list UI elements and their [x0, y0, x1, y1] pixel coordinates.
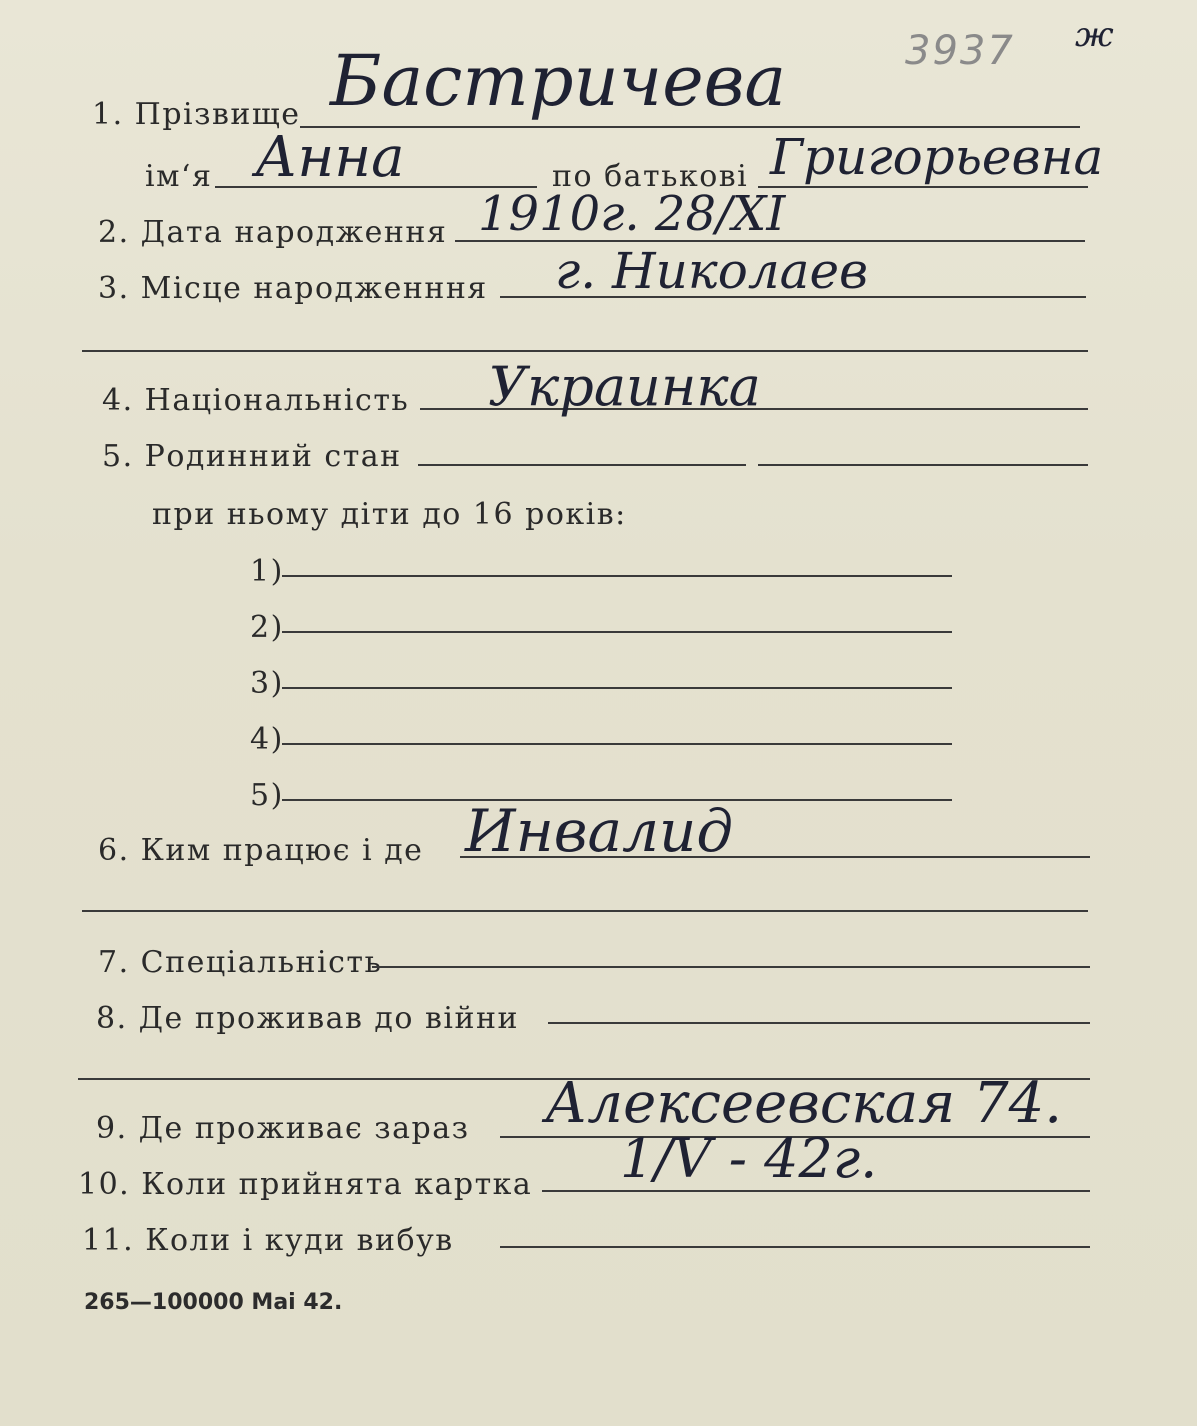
birthplace-value: г. Николаев	[555, 242, 869, 300]
work-value: Инвалид	[465, 797, 734, 865]
specialty-label: 7. Спеціальність	[98, 945, 383, 980]
marital-label: 5. Родинний стан	[102, 439, 402, 474]
birthdate-value: 1910г. 28/XI	[478, 186, 786, 242]
nationality-value: Украинка	[488, 355, 761, 418]
accepted-line	[542, 1190, 1090, 1192]
specialty-line	[372, 966, 1090, 968]
birthdate-label: 2. Дата народження	[98, 215, 448, 250]
child-5-label: 5)	[250, 778, 284, 813]
print-code: 265—100000 Mai 42.	[84, 1290, 343, 1315]
prewar-line	[548, 1022, 1090, 1024]
child-2-label: 2)	[250, 610, 284, 645]
work-extra-line	[82, 910, 1088, 912]
children-label: при ньому діти до 16 років:	[152, 497, 627, 532]
child-3-line	[282, 687, 952, 689]
child-4-label: 4)	[250, 722, 284, 757]
surname-value: Бастричева	[330, 40, 787, 122]
accepted-label: 10. Коли прийнята картка	[78, 1167, 533, 1202]
current-value: Алексеевская 74.	[545, 1071, 1063, 1136]
child-3-label: 3)	[250, 666, 284, 701]
departed-label: 11. Коли і куди вибув	[82, 1223, 454, 1258]
work-label: 6. Ким працює і де	[98, 833, 424, 868]
departed-line	[500, 1246, 1090, 1248]
patronymic-value: Григорьевна	[770, 128, 1104, 186]
archive-number: 3937	[905, 28, 1015, 74]
prewar-label: 8. Де проживав до війни	[96, 1001, 519, 1036]
child-2-line	[282, 631, 952, 633]
birthplace-extra-line	[82, 350, 1088, 352]
surname-label: 1. Прізвище	[92, 97, 301, 132]
patronymic-label: по батькові	[552, 159, 749, 194]
child-4-line	[282, 743, 952, 745]
archive-mark: ж	[1075, 15, 1114, 55]
child-1-label: 1)	[250, 554, 284, 589]
marital-line-2	[758, 464, 1088, 466]
accepted-value: 1/V - 42г.	[620, 1127, 878, 1190]
birthplace-label: 3. Місце народженння	[98, 271, 488, 306]
name-label: ім‘я	[145, 159, 213, 194]
name-value: Анна	[255, 125, 405, 190]
patronymic-line	[758, 186, 1088, 188]
child-1-line	[282, 575, 952, 577]
marital-line-1	[418, 464, 746, 466]
nationality-label: 4. Національність	[102, 383, 410, 418]
current-label: 9. Де проживає зараз	[96, 1111, 470, 1146]
